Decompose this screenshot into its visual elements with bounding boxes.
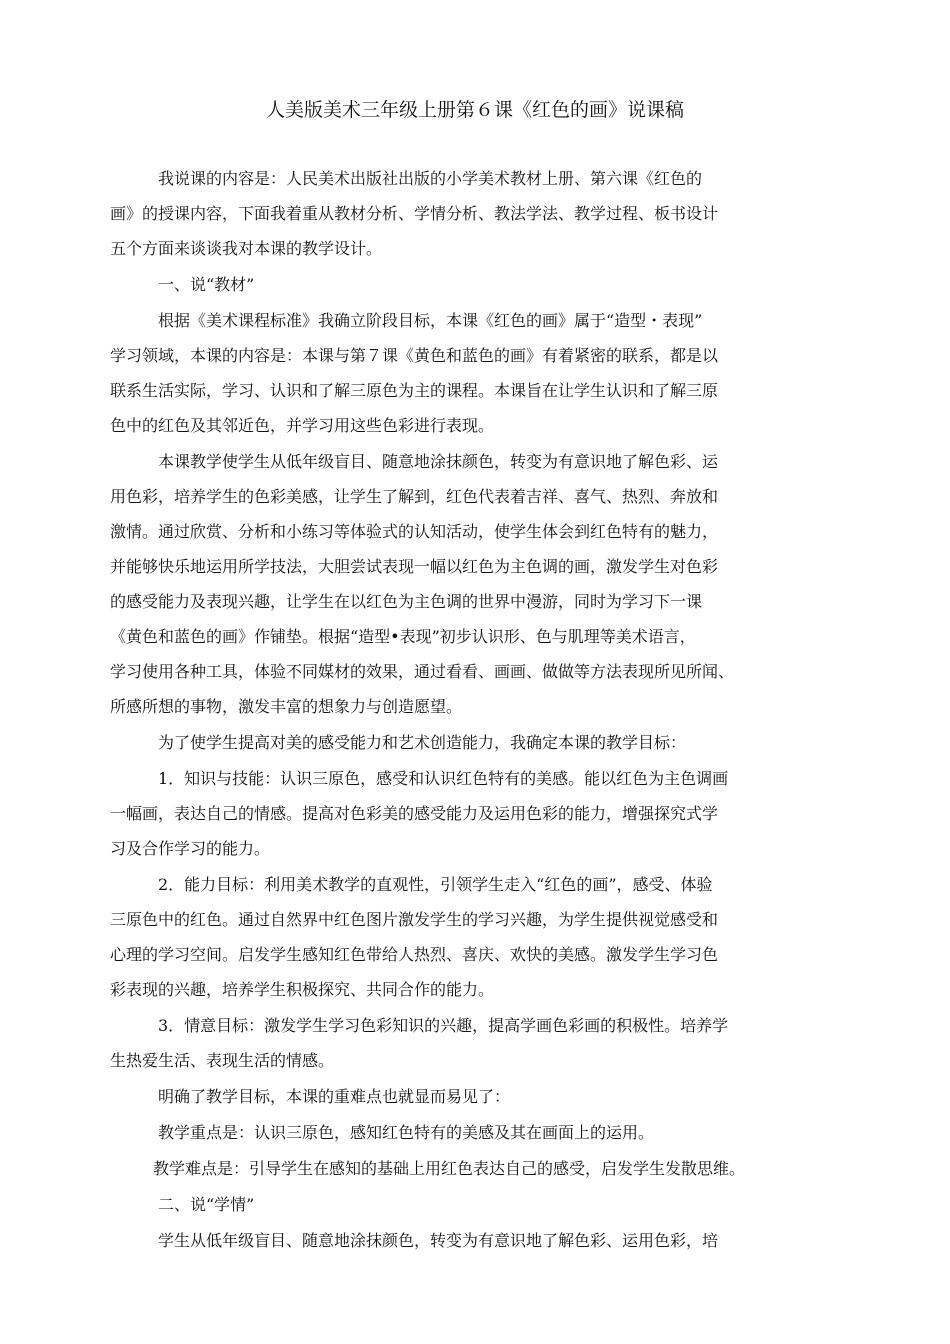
- text-line: 我说课的内容是：人民美术出版社出版的小学美术教材上册、第六课《红色的: [158, 169, 703, 188]
- text-line: 一幅画，表达自己的情感。提高对色彩美的感受能力及运用色彩的能力，增强探究式学: [110, 804, 719, 823]
- text-line: 习及合作学习的能力。: [110, 839, 271, 858]
- text-line: 五个方面来谈谈我对本课的教学设计。: [110, 239, 383, 258]
- text-line: 教学重点是：认识三原色，感知红色特有的美感及其在画面上的运用。: [158, 1123, 655, 1142]
- text-line: 根据《美术课程标准》我确立阶段目标，本课《红色的画》属于“造型・表现”: [158, 311, 703, 330]
- text-line: 教学难点是：引导学生在感知的基础上用红色表达自己的感受，启发学生发散思维。: [153, 1159, 746, 1178]
- section-heading: 一、说“教材”: [158, 275, 255, 294]
- text-line: 1．知识与技能：认识三原色，感受和认识红色特有的美感。能以红色为主色调画: [158, 769, 729, 788]
- text-line: 为了使学生提高对美的感受能力和艺术创造能力，我确定本课的教学目标：: [158, 733, 687, 752]
- text-line: 三原色中的红色。通过自然界中红色图片激发学生的学习兴趣，为学生提供视觉感受和: [110, 910, 719, 929]
- text-line: 生热爱生活、表现生活的情感。: [110, 1051, 335, 1070]
- text-line: 的感受能力及表现兴趣，让学生在以红色为主色调的世界中漫游，同时为学习下一课: [110, 592, 703, 611]
- text-line: 本课教学使学生从低年级盲目、随意地涂抹颜色，转变为有意识地了解色彩、运: [158, 452, 719, 471]
- text-line: 学习使用各种工具，体验不同媒材的效果，通过看看、画画、做做等方法表现所见所闻、: [110, 662, 735, 681]
- text-line: 用色彩，培养学生的色彩美感，让学生了解到，红色代表着吉祥、喜气、热烈、奔放和: [110, 487, 719, 506]
- text-line: 彩表现的兴趣，培养学生积极探究、共同合作的能力。: [110, 980, 495, 999]
- text-line: 2．能力目标：利用美术教学的直观性，引领学生走入“红色的画”，感受、体验: [158, 875, 713, 894]
- text-line: 激情。通过欣赏、分析和小练习等体验式的认知活动，使学生体会到红色特有的魅力，: [110, 522, 719, 541]
- text-line: 明确了教学目标，本课的重难点也就显而易见了：: [158, 1087, 511, 1106]
- text-line: 所感所想的事物，激发丰富的想象力与创造愿望。: [110, 697, 463, 716]
- text-line: 并能够快乐地运用所学技法，大胆尝试表现一幅以红色为主色调的画，激发学生对色彩: [110, 557, 719, 576]
- text-line: 色中的红色及其邻近色，并学习用这些色彩进行表现。: [110, 416, 495, 435]
- text-line: 画》的授课内容，下面我着重从教材分析、学情分析、教法学法、教学过程、板书设计: [110, 204, 719, 223]
- document-title: 人美版美术三年级上册第６课《红色的画》说课稿: [265, 99, 684, 121]
- section-heading: 二、说“学情”: [158, 1195, 255, 1214]
- text-line: 学生从低年级盲目、随意地涂抹颜色，转变为有意识地了解色彩、运用色彩，培: [158, 1231, 719, 1250]
- text-line: 心理的学习空间。启发学生感知红色带给人热烈、喜庆、欢快的美感。激发学生学习色: [110, 945, 719, 964]
- text-line: 《黄色和蓝色的画》作铺垫。根据“造型•表现”初步认识形、色与肌理等美术语言，: [110, 627, 696, 646]
- text-line: 联系生活实际，学习、认识和了解三原色为主的课程。本课旨在让学生认识和了解三原: [110, 381, 719, 400]
- text-line: 3．情意目标：激发学生学习色彩知识的兴趣，提高学画色彩画的积极性。培养学: [158, 1016, 729, 1035]
- text-line: 学习领域，本课的内容是：本课与第７课《黄色和蓝色的画》有着紧密的联系，都是以: [110, 346, 719, 365]
